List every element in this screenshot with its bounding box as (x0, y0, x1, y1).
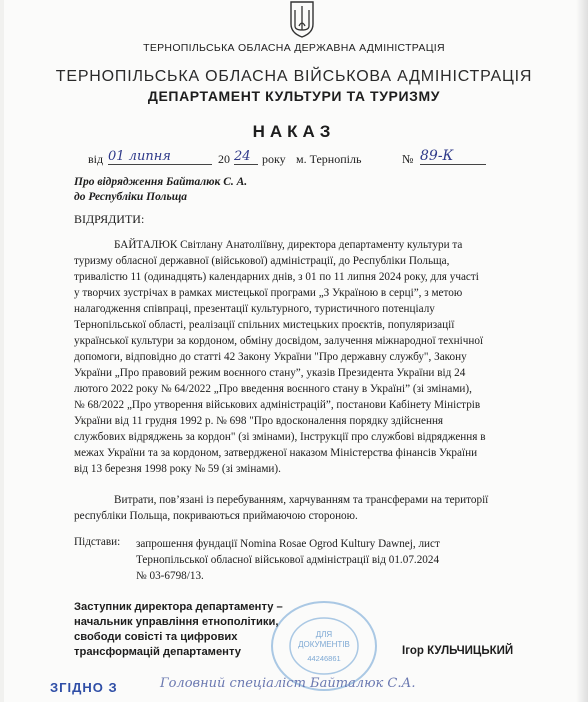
military-admin-name: ТЕРНОПІЛЬСЬКА ОБЛАСНА ВІЙСЬКОВА АДМІНІСТРАЦІЯ (55, 68, 533, 85)
paragraph-line: України від 11 грудня 1992 р. № 698 "Про вдосконалення порядку здійснення (74, 415, 444, 427)
signatory-title-line: трансформацій департаменту (74, 646, 241, 658)
stamp-line-1: ДЛЯ (315, 630, 333, 639)
order-directive: ВІДРЯДИТИ: (74, 212, 145, 226)
basis-label: Підстави: (74, 536, 121, 548)
paragraph-line: України „Про правовий режим воєнного стану”, указів Президента України від 24 (74, 367, 466, 379)
page-edge-shadow (576, 0, 588, 702)
expenses-paragraph (74, 492, 538, 524)
signatory-title-line: свободи совісті та цифрових (74, 631, 238, 643)
basis-line: Тернопільської обласної військової адміністрації від 01.07.2024 (136, 554, 440, 566)
subject-line-2: до Республіки Польща (74, 191, 188, 203)
paragraph-line: № 68/2022 „Про утворення військових адміністрацій”, постанови Кабінету Міністрів (74, 399, 481, 411)
order-year-suffix: 24 (234, 149, 258, 165)
paragraph-line: службових відряджень за кордон" (зі змінами), Інструкції про службові відрядження в (74, 431, 486, 443)
order-day-month: 01 липня (108, 149, 212, 165)
paragraph-line: лютого 2022 року № 64/2022 „Про введення воєнного стану в Україні” (зі змінами), (74, 383, 472, 395)
paragraph-line: від 13 березня 1998 року № 59 (зі змінами). (74, 463, 281, 475)
approval-handwritten-note: Головний спеціаліст Байталюк С.А. (160, 676, 416, 691)
main-paragraph (74, 237, 538, 477)
date-from-label: від (88, 152, 104, 166)
basis-text (136, 536, 538, 584)
paragraph-line: межах України та за кордоном, затвердженої наказом Міністерства фінансів України (74, 447, 478, 459)
document-type: НАКАЗ (252, 122, 336, 141)
paragraph-line: Тернопільської області, реалізації спільних мистецьких проєктів, популяризації (74, 319, 455, 331)
state-admin-name: ТЕРНОПІЛЬСЬКА ОБЛАСНА ДЕРЖАВНА АДМІНІСТРАЦІЯ (143, 42, 445, 54)
paragraph-line: Витрати, пов’язані із перебуванням, харчуванням та трансферами на території (114, 494, 489, 506)
approval-stamp-label: ЗГІДНО З (50, 680, 118, 695)
year-word: року (262, 152, 286, 166)
subject-line-1: Про відрядження Байталюк С. А. (74, 176, 248, 188)
signatory-title (74, 600, 283, 660)
signatory-title-line: начальник управління етнополітики, (74, 616, 279, 628)
number-sign: № (402, 152, 414, 166)
paragraph-line: допомоги, відповідно до статті 42 Закону України "Про державну службу", Закону (74, 351, 467, 363)
paragraph-line: у творчих зустрічах в рамках мистецької програми „З Україною в серці”, з метою (74, 287, 463, 299)
paragraph-line: української культури за кордоном, обміну досвідом, залучення міжнародної технічної (74, 335, 484, 347)
stamp-line-2: ДОКУМЕНТІВ (298, 640, 350, 649)
paragraph-line: БАЙТАЛЮК Світлану Анатоліївну, директора департаменту культури та (114, 239, 463, 251)
paragraph-line: тривалістю 11 (одинадцять) календарних днів, з 01 по 11 липня 2024 року, для участі (74, 271, 479, 283)
order-city: м. Тернопіль (296, 152, 362, 166)
order-number: 89-К (420, 148, 486, 165)
department-name: ДЕПАРТАМЕНТ КУЛЬТУРИ ТА ТУРИЗМУ (147, 88, 441, 104)
signatory-name: Ігор КУЛЬЧИЦЬКИЙ (402, 645, 514, 657)
paragraph-line: туризму обласної державної (військової) адміністрації, до Республіки Польща, (74, 255, 450, 267)
basis-line: № 03-6798/13. (136, 570, 204, 582)
signatory-title-line: Заступник директора департаменту – (74, 601, 283, 613)
trident-emblem-icon (282, 0, 322, 38)
basis-line: запрошення фундації Nomina Rosae Ogrod Kultury Dawnej, лист (136, 538, 440, 550)
year-prefix: 20 (218, 152, 230, 166)
stamp-code: 44246861 (307, 654, 341, 663)
paragraph-line: налагодження співпраці, презентації культурного, туристичного потенціалу (74, 303, 435, 315)
paragraph-line: республіки Польща, покриваються приймаючою стороною. (74, 510, 358, 522)
